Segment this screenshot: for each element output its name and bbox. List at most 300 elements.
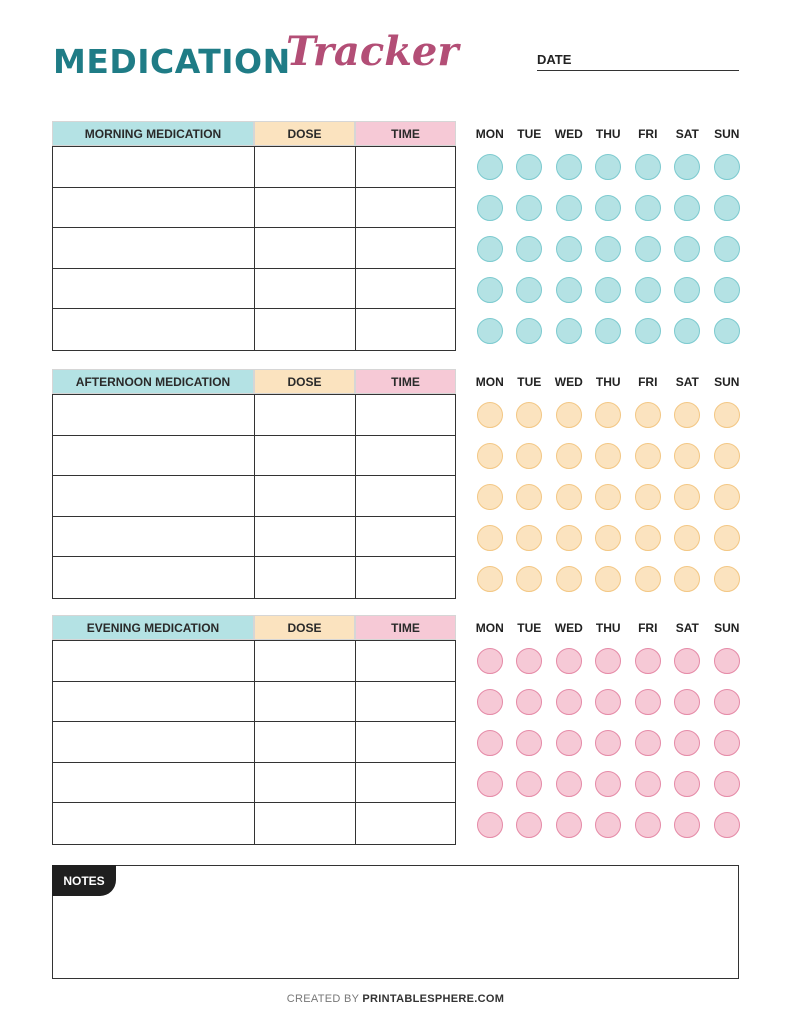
medication-name-cell[interactable] <box>53 395 255 435</box>
table-row <box>53 436 455 477</box>
medication-name-cell[interactable] <box>53 309 255 350</box>
dose-cell[interactable] <box>255 476 356 516</box>
checkbox-cell <box>470 154 510 180</box>
day-checkbox[interactable] <box>516 730 542 756</box>
time-column-header: TIME <box>355 369 456 394</box>
table-row <box>53 641 455 682</box>
checkbox-cell <box>589 277 629 303</box>
checkbox-cell <box>707 277 747 303</box>
table-row <box>53 309 455 350</box>
checkbox-cell <box>470 443 510 469</box>
day-label: MON <box>475 374 504 389</box>
checkbox-cell <box>549 730 589 756</box>
day-label: MON <box>475 620 504 635</box>
checkbox-cell <box>470 730 510 756</box>
table-row <box>53 517 455 558</box>
day-label: THU <box>595 620 621 635</box>
day-header-row <box>470 369 748 394</box>
day-checkbox[interactable] <box>516 648 542 674</box>
time-cell[interactable] <box>356 269 455 309</box>
dose-cell[interactable] <box>255 803 356 844</box>
checkbox-cell <box>628 443 668 469</box>
day-checkbox[interactable] <box>674 318 700 344</box>
medication-name-cell[interactable] <box>53 436 255 476</box>
day-checkbox[interactable] <box>477 566 503 592</box>
footer-brand: PRINTABLESPHERE.COM <box>362 993 505 1005</box>
day-checkbox[interactable] <box>674 443 700 469</box>
medication-column-header: EVENING MEDICATION <box>52 615 254 640</box>
day-checkbox[interactable] <box>556 402 582 428</box>
dose-cell[interactable] <box>255 517 356 557</box>
checkbox-row <box>470 228 748 269</box>
medication-name-cell[interactable] <box>53 269 255 309</box>
day-checkbox[interactable] <box>556 689 582 715</box>
date-label: DATE <box>537 52 572 67</box>
notes-box[interactable] <box>52 865 739 979</box>
day-checkbox-grid <box>470 121 748 351</box>
day-checkbox[interactable] <box>714 812 740 838</box>
time-cell[interactable] <box>356 557 455 598</box>
table-body <box>52 146 456 351</box>
dose-cell[interactable] <box>255 269 356 309</box>
day-checkbox[interactable] <box>595 648 621 674</box>
checkbox-cell <box>668 236 708 262</box>
day-checkbox[interactable] <box>674 525 700 551</box>
table-body <box>52 394 456 599</box>
day-checkbox[interactable] <box>595 566 621 592</box>
medication-name-cell[interactable] <box>53 476 255 516</box>
table-row <box>53 269 455 310</box>
header <box>53 28 743 88</box>
day-checkbox[interactable] <box>595 154 621 180</box>
day-checkbox[interactable] <box>674 566 700 592</box>
checkbox-cell <box>470 318 510 344</box>
day-checkbox[interactable] <box>595 525 621 551</box>
checkbox-cell <box>589 318 629 344</box>
day-checkbox[interactable] <box>595 318 621 344</box>
day-checkbox[interactable] <box>595 812 621 838</box>
table-row <box>53 188 455 229</box>
checkbox-cell <box>668 812 708 838</box>
day-checkbox[interactable] <box>477 402 503 428</box>
checkbox-cell <box>707 236 747 262</box>
day-checkbox-grid <box>470 615 748 845</box>
dose-cell[interactable] <box>255 557 356 598</box>
day-checkbox[interactable] <box>556 236 582 262</box>
checkbox-cell <box>589 566 629 592</box>
medication-name-cell[interactable] <box>53 682 255 722</box>
day-checkbox[interactable] <box>635 771 661 797</box>
dose-column-header: DOSE <box>254 369 355 394</box>
day-checkbox[interactable] <box>477 812 503 838</box>
checkbox-cell <box>510 318 550 344</box>
day-checkbox[interactable] <box>516 277 542 303</box>
checkbox-cell <box>589 443 629 469</box>
checkbox-cell <box>707 566 747 592</box>
checkbox-cell <box>510 236 550 262</box>
day-checkbox[interactable] <box>556 318 582 344</box>
checkbox-cell <box>668 771 708 797</box>
checkbox-cell <box>628 525 668 551</box>
day-checkbox[interactable] <box>477 648 503 674</box>
checkbox-cell <box>470 484 510 510</box>
checkbox-cell <box>510 730 550 756</box>
checkbox-cell <box>628 689 668 715</box>
day-checkbox[interactable] <box>516 566 542 592</box>
checkbox-cell <box>707 525 747 551</box>
checkbox-cell <box>549 812 589 838</box>
day-checkbox[interactable] <box>714 195 740 221</box>
day-checkbox[interactable] <box>477 525 503 551</box>
dose-cell[interactable] <box>255 641 356 681</box>
day-checkbox-grid <box>470 369 748 599</box>
table-row <box>53 803 455 844</box>
day-checkbox[interactable] <box>635 402 661 428</box>
day-checkbox[interactable] <box>516 771 542 797</box>
medication-name-cell[interactable] <box>53 803 255 844</box>
checkbox-cell <box>549 648 589 674</box>
checkbox-cell <box>589 525 629 551</box>
day-checkbox[interactable] <box>595 195 621 221</box>
day-label: MON <box>475 126 504 141</box>
checkbox-cell <box>470 236 510 262</box>
day-label: FRI <box>638 374 658 389</box>
table-row <box>53 228 455 269</box>
day-checkbox[interactable] <box>516 195 542 221</box>
day-checkbox[interactable] <box>556 648 582 674</box>
checkbox-cell <box>628 402 668 428</box>
checkbox-cell <box>628 154 668 180</box>
dose-cell[interactable] <box>255 147 356 187</box>
day-label: SAT <box>675 126 699 141</box>
day-checkbox[interactable] <box>714 566 740 592</box>
medication-table <box>52 121 456 351</box>
dose-cell[interactable] <box>255 309 356 350</box>
day-label: TUE <box>517 126 542 141</box>
checkbox-cell <box>707 689 747 715</box>
day-checkbox[interactable] <box>714 402 740 428</box>
footer <box>0 993 791 1005</box>
day-checkbox[interactable] <box>516 236 542 262</box>
day-checkbox[interactable] <box>635 277 661 303</box>
time-cell[interactable] <box>356 228 455 268</box>
day-checkbox[interactable] <box>595 730 621 756</box>
checkbox-cell <box>707 484 747 510</box>
checkbox-cell <box>510 195 550 221</box>
day-checkbox[interactable] <box>556 566 582 592</box>
checkbox-cell <box>510 484 550 510</box>
time-column-header: TIME <box>355 121 456 146</box>
checkbox-cell <box>470 648 510 674</box>
day-checkbox[interactable] <box>714 318 740 344</box>
day-label: SAT <box>675 620 699 635</box>
day-checkbox[interactable] <box>674 195 700 221</box>
checkbox-cell <box>628 812 668 838</box>
day-checkbox[interactable] <box>477 195 503 221</box>
checkbox-cell <box>668 277 708 303</box>
checkbox-cell <box>628 236 668 262</box>
day-checkbox[interactable] <box>516 525 542 551</box>
checkbox-row <box>470 146 748 187</box>
medication-name-cell[interactable] <box>53 228 255 268</box>
day-checkbox[interactable] <box>674 236 700 262</box>
day-checkbox[interactable] <box>477 689 503 715</box>
checkbox-cell <box>589 730 629 756</box>
day-label: FRI <box>638 620 658 635</box>
day-checkbox[interactable] <box>674 689 700 715</box>
checkbox-cell <box>470 195 510 221</box>
day-checkbox[interactable] <box>556 154 582 180</box>
day-checkbox[interactable] <box>635 154 661 180</box>
day-checkbox[interactable] <box>674 402 700 428</box>
day-header-row <box>470 615 748 640</box>
table-row <box>53 722 455 763</box>
medication-column-header: AFTERNOON MEDICATION <box>52 369 254 394</box>
page-title-script: Tracker <box>286 28 459 75</box>
day-header-row <box>470 121 748 146</box>
dose-cell[interactable] <box>255 188 356 228</box>
dose-cell[interactable] <box>255 436 356 476</box>
checkbox-cell <box>510 402 550 428</box>
day-checkbox[interactable] <box>556 812 582 838</box>
checkbox-cell <box>589 236 629 262</box>
day-checkbox[interactable] <box>556 730 582 756</box>
day-checkbox[interactable] <box>635 236 661 262</box>
checkbox-row <box>470 435 748 476</box>
day-checkbox[interactable] <box>635 318 661 344</box>
day-checkbox[interactable] <box>714 484 740 510</box>
checkbox-cell <box>628 566 668 592</box>
time-cell[interactable] <box>356 763 455 803</box>
dose-cell[interactable] <box>255 763 356 803</box>
day-checkbox[interactable] <box>477 277 503 303</box>
time-cell[interactable] <box>356 803 455 844</box>
day-checkbox[interactable] <box>556 484 582 510</box>
day-checkbox[interactable] <box>635 648 661 674</box>
day-checkbox[interactable] <box>595 402 621 428</box>
dose-cell[interactable] <box>255 722 356 762</box>
checkbox-cell <box>549 443 589 469</box>
day-label: THU <box>595 126 621 141</box>
day-checkbox[interactable] <box>635 812 661 838</box>
morning-section <box>52 121 742 353</box>
day-checkbox[interactable] <box>674 812 700 838</box>
table-row <box>53 557 455 598</box>
day-label: WED <box>554 374 583 389</box>
table-row <box>53 476 455 517</box>
day-checkbox[interactable] <box>556 525 582 551</box>
day-checkbox[interactable] <box>635 730 661 756</box>
time-cell[interactable] <box>356 641 455 681</box>
day-checkbox[interactable] <box>595 443 621 469</box>
checkbox-cell <box>549 318 589 344</box>
checkbox-cell <box>628 318 668 344</box>
checkbox-cell <box>470 402 510 428</box>
day-checkbox[interactable] <box>635 525 661 551</box>
day-checkbox[interactable] <box>556 443 582 469</box>
checkbox-cell <box>470 689 510 715</box>
time-cell[interactable] <box>356 395 455 435</box>
checkbox-cell <box>707 154 747 180</box>
day-checkbox[interactable] <box>477 154 503 180</box>
medication-name-cell[interactable] <box>53 557 255 598</box>
checkbox-cell <box>628 771 668 797</box>
checkbox-cell <box>668 689 708 715</box>
day-checkbox[interactable] <box>477 484 503 510</box>
checkbox-cell <box>668 566 708 592</box>
checkbox-cell <box>589 771 629 797</box>
dose-cell[interactable] <box>255 395 356 435</box>
day-checkbox[interactable] <box>477 318 503 344</box>
time-cell[interactable] <box>356 476 455 516</box>
day-checkbox[interactable] <box>516 484 542 510</box>
checkbox-cell <box>549 195 589 221</box>
day-label: WED <box>554 620 583 635</box>
day-checkbox[interactable] <box>635 689 661 715</box>
time-cell[interactable] <box>356 436 455 476</box>
medication-name-cell[interactable] <box>53 147 255 187</box>
day-checkbox[interactable] <box>516 154 542 180</box>
date-field[interactable] <box>537 70 739 71</box>
day-checkbox[interactable] <box>635 195 661 221</box>
checkbox-cell <box>589 154 629 180</box>
footer-prefix: CREATED BY <box>286 993 360 1005</box>
day-checkbox[interactable] <box>635 443 661 469</box>
checkbox-row <box>470 640 748 681</box>
day-label: SAT <box>675 374 699 389</box>
checkbox-cell <box>549 771 589 797</box>
checkbox-row <box>470 804 748 845</box>
time-cell[interactable] <box>356 147 455 187</box>
time-cell[interactable] <box>356 722 455 762</box>
checkbox-cell <box>510 154 550 180</box>
day-checkbox[interactable] <box>595 771 621 797</box>
medication-name-cell[interactable] <box>53 763 255 803</box>
day-checkbox[interactable] <box>674 771 700 797</box>
checkbox-cell <box>589 812 629 838</box>
day-label: SUN <box>714 126 740 141</box>
medication-name-cell[interactable] <box>53 188 255 228</box>
day-checkbox[interactable] <box>674 277 700 303</box>
table-body <box>52 640 456 845</box>
checkbox-cell <box>668 154 708 180</box>
day-checkbox[interactable] <box>714 730 740 756</box>
checkbox-cell <box>470 525 510 551</box>
checkbox-row <box>470 269 748 310</box>
checkbox-row <box>470 763 748 804</box>
notes-label: NOTES <box>52 865 116 896</box>
time-column-header: TIME <box>355 615 456 640</box>
day-checkbox[interactable] <box>635 566 661 592</box>
checkbox-cell <box>510 525 550 551</box>
day-checkbox[interactable] <box>477 236 503 262</box>
day-checkbox[interactable] <box>674 154 700 180</box>
day-checkbox[interactable] <box>714 277 740 303</box>
checkbox-row <box>470 187 748 228</box>
day-checkbox[interactable] <box>714 154 740 180</box>
time-cell[interactable] <box>356 517 455 557</box>
dose-cell[interactable] <box>255 682 356 722</box>
checkbox-cell <box>707 730 747 756</box>
checkbox-cell <box>707 812 747 838</box>
checkbox-cell <box>549 566 589 592</box>
medication-column-header: MORNING MEDICATION <box>52 121 254 146</box>
checkbox-cell <box>707 771 747 797</box>
checkbox-row <box>470 476 748 517</box>
checkbox-cell <box>589 195 629 221</box>
page-title: MEDICATION <box>53 42 291 81</box>
medication-name-cell[interactable] <box>53 517 255 557</box>
day-label: THU <box>595 374 621 389</box>
day-checkbox[interactable] <box>635 484 661 510</box>
day-checkbox[interactable] <box>477 730 503 756</box>
time-cell[interactable] <box>356 682 455 722</box>
checkbox-cell <box>510 812 550 838</box>
day-checkbox[interactable] <box>714 689 740 715</box>
day-checkbox[interactable] <box>556 771 582 797</box>
medication-table <box>52 369 456 599</box>
day-checkbox[interactable] <box>477 771 503 797</box>
time-cell[interactable] <box>356 188 455 228</box>
checkbox-cell <box>510 277 550 303</box>
day-checkbox[interactable] <box>516 318 542 344</box>
checkbox-cell <box>470 771 510 797</box>
day-checkbox[interactable] <box>556 195 582 221</box>
checkbox-cell <box>628 648 668 674</box>
medication-name-cell[interactable] <box>53 641 255 681</box>
medication-table <box>52 615 456 845</box>
day-checkbox[interactable] <box>714 648 740 674</box>
checkbox-row <box>470 310 748 351</box>
day-checkbox[interactable] <box>556 277 582 303</box>
day-checkbox[interactable] <box>714 236 740 262</box>
day-checkbox[interactable] <box>714 525 740 551</box>
day-checkbox[interactable] <box>595 484 621 510</box>
day-checkbox[interactable] <box>674 648 700 674</box>
day-checkbox[interactable] <box>595 277 621 303</box>
day-label: WED <box>554 126 583 141</box>
checkbox-cell <box>668 195 708 221</box>
table-header <box>52 615 456 640</box>
checkbox-cell <box>549 154 589 180</box>
medication-name-cell[interactable] <box>53 722 255 762</box>
checkbox-cell <box>510 566 550 592</box>
checkbox-cell <box>549 236 589 262</box>
dose-cell[interactable] <box>255 228 356 268</box>
checkbox-cell <box>589 689 629 715</box>
day-checkbox[interactable] <box>516 689 542 715</box>
checkbox-cell <box>549 525 589 551</box>
day-checkbox[interactable] <box>674 484 700 510</box>
table-row <box>53 763 455 804</box>
day-checkbox[interactable] <box>516 812 542 838</box>
checkbox-cell <box>549 689 589 715</box>
day-checkbox[interactable] <box>595 236 621 262</box>
day-checkbox[interactable] <box>516 443 542 469</box>
time-cell[interactable] <box>356 309 455 350</box>
checkbox-cell <box>668 525 708 551</box>
day-checkbox[interactable] <box>714 771 740 797</box>
afternoon-section <box>52 369 742 601</box>
checkbox-row <box>470 394 748 435</box>
checkbox-cell <box>510 689 550 715</box>
day-checkbox[interactable] <box>714 443 740 469</box>
day-checkbox[interactable] <box>477 443 503 469</box>
day-checkbox[interactable] <box>674 730 700 756</box>
checkbox-row <box>470 681 748 722</box>
day-checkbox[interactable] <box>516 402 542 428</box>
day-checkbox[interactable] <box>595 689 621 715</box>
